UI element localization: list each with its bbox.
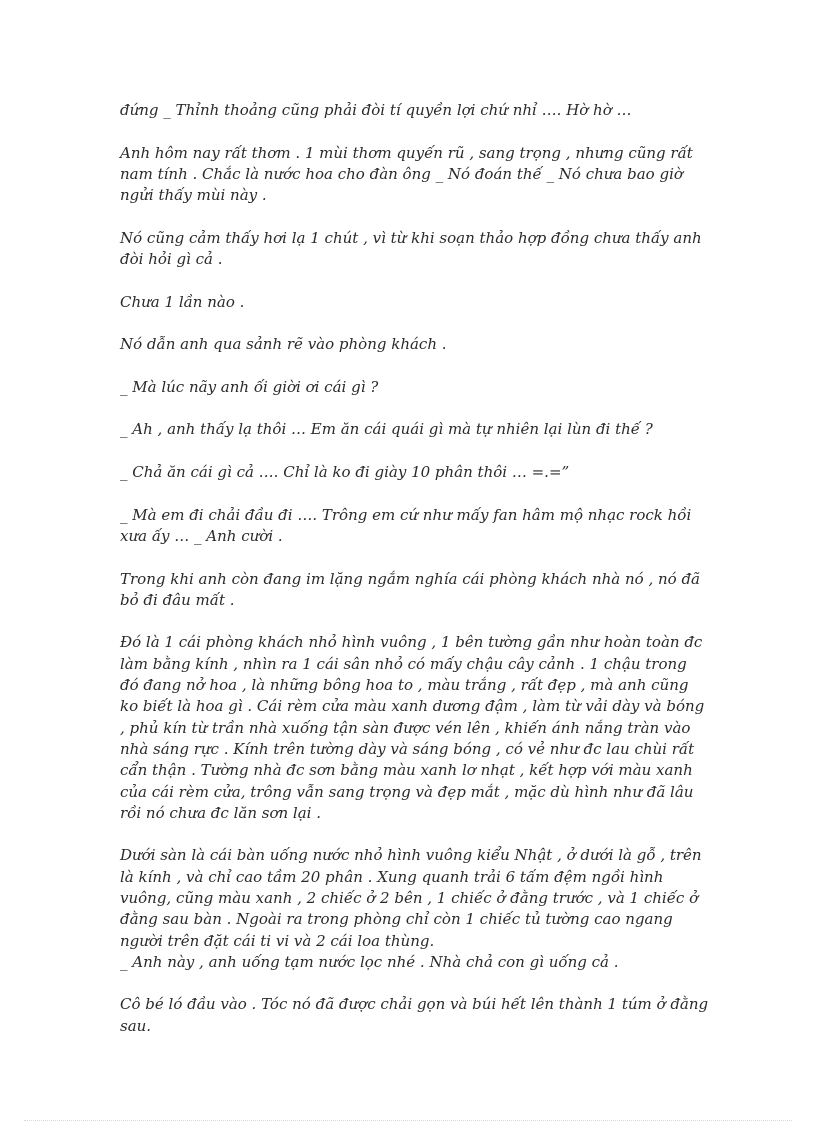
paragraph: Anh hôm nay rất thơm . 1 mùi thơm quyến rũ , sang trọng , nhưng cũng rất nam tính . Chắc là nước hoa cho đàn ông _ Nó đoán thế _ Nó chưa bao giờ ngửi thấy mùi này . — [120, 143, 693, 205]
paragraph: đứng _ Thỉnh thoảng cũng phải đòi tí quyền lợi chứ nhỉ …. Hờ hờ … — [120, 101, 632, 119]
paragraph: Cô bé ló đầu vào . Tóc nó đã được chải gọn và búi hết lên thành 1 túm ở đằng sau. — [120, 995, 709, 1035]
dialogue-line: _ Chả ăn cái gì cả …. Chỉ là ko đi giày 10 phân thôi … =.=” — [120, 463, 570, 482]
document-body — [120, 100, 710, 1058]
paragraph: Dưới sàn là cái bàn uống nước nhỏ hình vuông kiểu Nhật , ở dưới là gỗ , trên là kính , và chỉ cao tầm 20 phân . Xung quanh trải 6 tấm đệm ngồi hình vuông, cũng màu xanh , 2 chiếc ở 2 bên , 1 chiếc ở đằng trước , và 1 chiếc ở đằng sau bàn . Ngoài ra trong phòng chỉ còn 1 chiếc tủ tường cao ngang người trên đặt cái ti vi và 2 cái loa thùng. — [120, 846, 702, 950]
dialogue-line: _ Anh này , anh uống tạm nước lọc nhé . Nhà chả con gì uống cả . — [120, 952, 619, 971]
page-bottom-divider — [24, 1120, 792, 1121]
dialogue-line: _ Mà em đi chải đầu đi …. Trông em cứ như mấy fan hâm mộ nhạc rock hồi xưa ấy … _ Anh cười . — [120, 505, 692, 545]
paragraph: Nó cũng cảm thấy hơi lạ 1 chút , vì từ khi soạn thảo hợp đồng chưa thấy anh đòi hỏi gì cả . — [120, 228, 702, 269]
paragraph: Trong khi anh còn đang im lặng ngắm nghía cái phòng khách nhà nó , nó đã bỏ đi đâu mất . — [120, 569, 700, 609]
dialogue-line: _ Mà lúc nãy anh ối giời ơi cái gì ? — [120, 377, 379, 396]
paragraph: Đó là 1 cái phòng khách nhỏ hình vuông , 1 bên tường gần như hoàn toàn đc làm bằng kính , nhìn ra 1 cái sân nhỏ có mấy chậu cây cảnh . 1 chậu trong đó đang nở hoa , là những bông hoa to , màu trắng , rất đẹp , mà anh cũng ko biết là hoa gì . Cái rèm cửa màu xanh dương đậm , làm từ vải dày và bóng , phủ kín từ trần nhà xuống tận sàn được vén lên , khiến ánh nắng tràn vào nhà sáng rực . Kính trên tường dày và sáng bóng , có vẻ như đc lau chùi rất cẩn thận . Tường nhà đc sơn bằng màu xanh lơ nhạt , kết hợp với màu xanh của cái rèm cửa, trông vẫn sang trọng và đẹp mắt , mặc dù hình như đã lâu rồi nó chưa đc lăn sơn lại . — [120, 633, 705, 822]
paragraph: Nó dẫn anh qua sảnh rẽ vào phòng khách . — [120, 335, 447, 354]
dialogue-line: _ Ah , anh thấy lạ thôi … Em ăn cái quái gì mà tự nhiên lại lùn đi thế ? — [120, 420, 653, 439]
paragraph: Chưa 1 lần nào . — [120, 292, 245, 311]
